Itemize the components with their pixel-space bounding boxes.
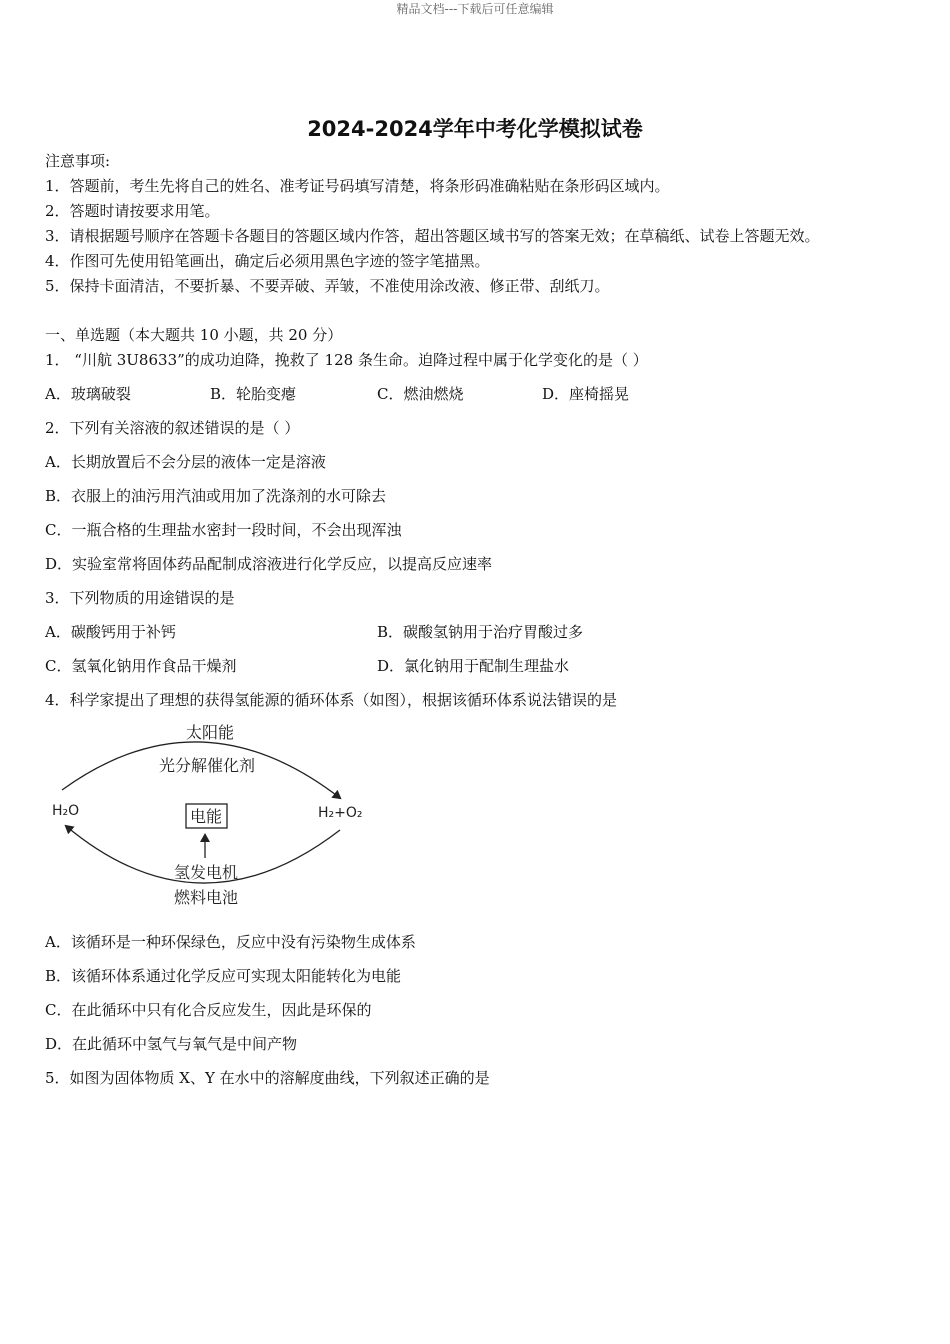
question-1-option-d: D．座椅摇晃 [542, 385, 630, 403]
question-1-option-a: A．玻璃破裂 [45, 385, 131, 403]
section-heading: 一、单选题（本大题共 10 小题，共 20 分） [45, 326, 343, 344]
diagram-right-node: H₂+O₂ [318, 805, 363, 821]
notice-item: 3．请根据题号顺序在答题卡各题目的答题区域内作答，超出答题区域书写的答案无效；在草稿纸、试卷上答题无效。 [45, 227, 820, 245]
notice-item: 2．答题时请按要求用笔。 [45, 202, 220, 220]
question-3-option-c: C．氢氧化钠用作食品干燥剂 [45, 657, 237, 675]
question-4-option-c: C．在此循环中只有化合反应发生，因此是环保的 [45, 1001, 372, 1019]
question-4-option-d: D．在此循环中氢气与氧气是中间产物 [45, 1035, 298, 1053]
notice-heading: 注意事项: [45, 152, 111, 170]
question-4-stem: 4．科学家提出了理想的获得氢能源的循环体系（如图），根据该循环体系说法错误的是 [45, 691, 618, 709]
question-1-option-c: C．燃油燃烧 [377, 385, 464, 403]
question-1-option-b: B．轮胎变瘪 [210, 385, 297, 403]
question-2-option-c: C．一瓶合格的生理盐水密封一段时间，不会出现浑浊 [45, 521, 402, 539]
page-title: 2024-2024学年中考化学模拟试卷 [307, 117, 643, 141]
question-2-option-d: D．实验室常将固体药品配制成溶液进行化学反应，以提高反应速率 [45, 555, 493, 573]
question-3-option-b: B．碳酸氢钠用于治疗胃酸过多 [377, 623, 584, 641]
question-2-stem: 2．下列有关溶液的叙述错误的是（ ） [45, 419, 300, 437]
question-3-option-d: D．氯化钠用于配制生理盐水 [377, 657, 570, 675]
question-3-stem: 3．下列物质的用途错误的是 [45, 589, 235, 607]
diagram-left-node: H₂O [52, 803, 80, 819]
diagram-top-label-1: 太阳能 [185, 723, 235, 742]
question-1-stem: 1． “川航 3U8633”的成功迫降，挽救了 128 条生命。迫降过程中属于化学变化的是（ ） [45, 351, 648, 369]
question-3-option-a: A．碳酸钙用于补钙 [45, 623, 176, 641]
question-2-option-b: B．衣服上的油污用汽油或用加了洗涤剂的水可除去 [45, 487, 387, 505]
question-5-stem: 5．如图为固体物质 X、Y 在水中的溶解度曲线，下列叙述正确的是 [45, 1069, 490, 1087]
diagram-top-label-2: 光分解催化剂 [158, 756, 256, 775]
notice-item: 5．保持卡面清洁，不要折暴、不要弄破、弄皱，不准使用涂改液、修正带、刮纸刀。 [45, 277, 610, 295]
diagram-center-box: 电能 [189, 807, 223, 826]
question-2-option-a: A．长期放置后不会分层的液体一定是溶液 [45, 453, 326, 471]
watermark: 精品文档---下载后可任意编辑 [396, 2, 554, 16]
diagram-bottom-label-2: 燃料电池 [173, 888, 239, 907]
notice-item: 4．作图可先使用铅笔画出，确定后必须用黑色字迹的签字笔描黑。 [45, 252, 490, 270]
question-4-option-b: B．该循环体系通过化学反应可实现太阳能转化为电能 [45, 967, 402, 985]
hydrogen-cycle-diagram [40, 718, 385, 916]
diagram-bottom-label-1: 氢发电机 [173, 863, 239, 882]
question-4-option-a: A．该循环是一种环保绿色，反应中没有污染物生成体系 [45, 933, 416, 951]
notice-item: 1．答题前，考生先将自己的姓名、准考证号码填写清楚，将条形码准确粘贴在条形码区域内。 [45, 177, 670, 195]
